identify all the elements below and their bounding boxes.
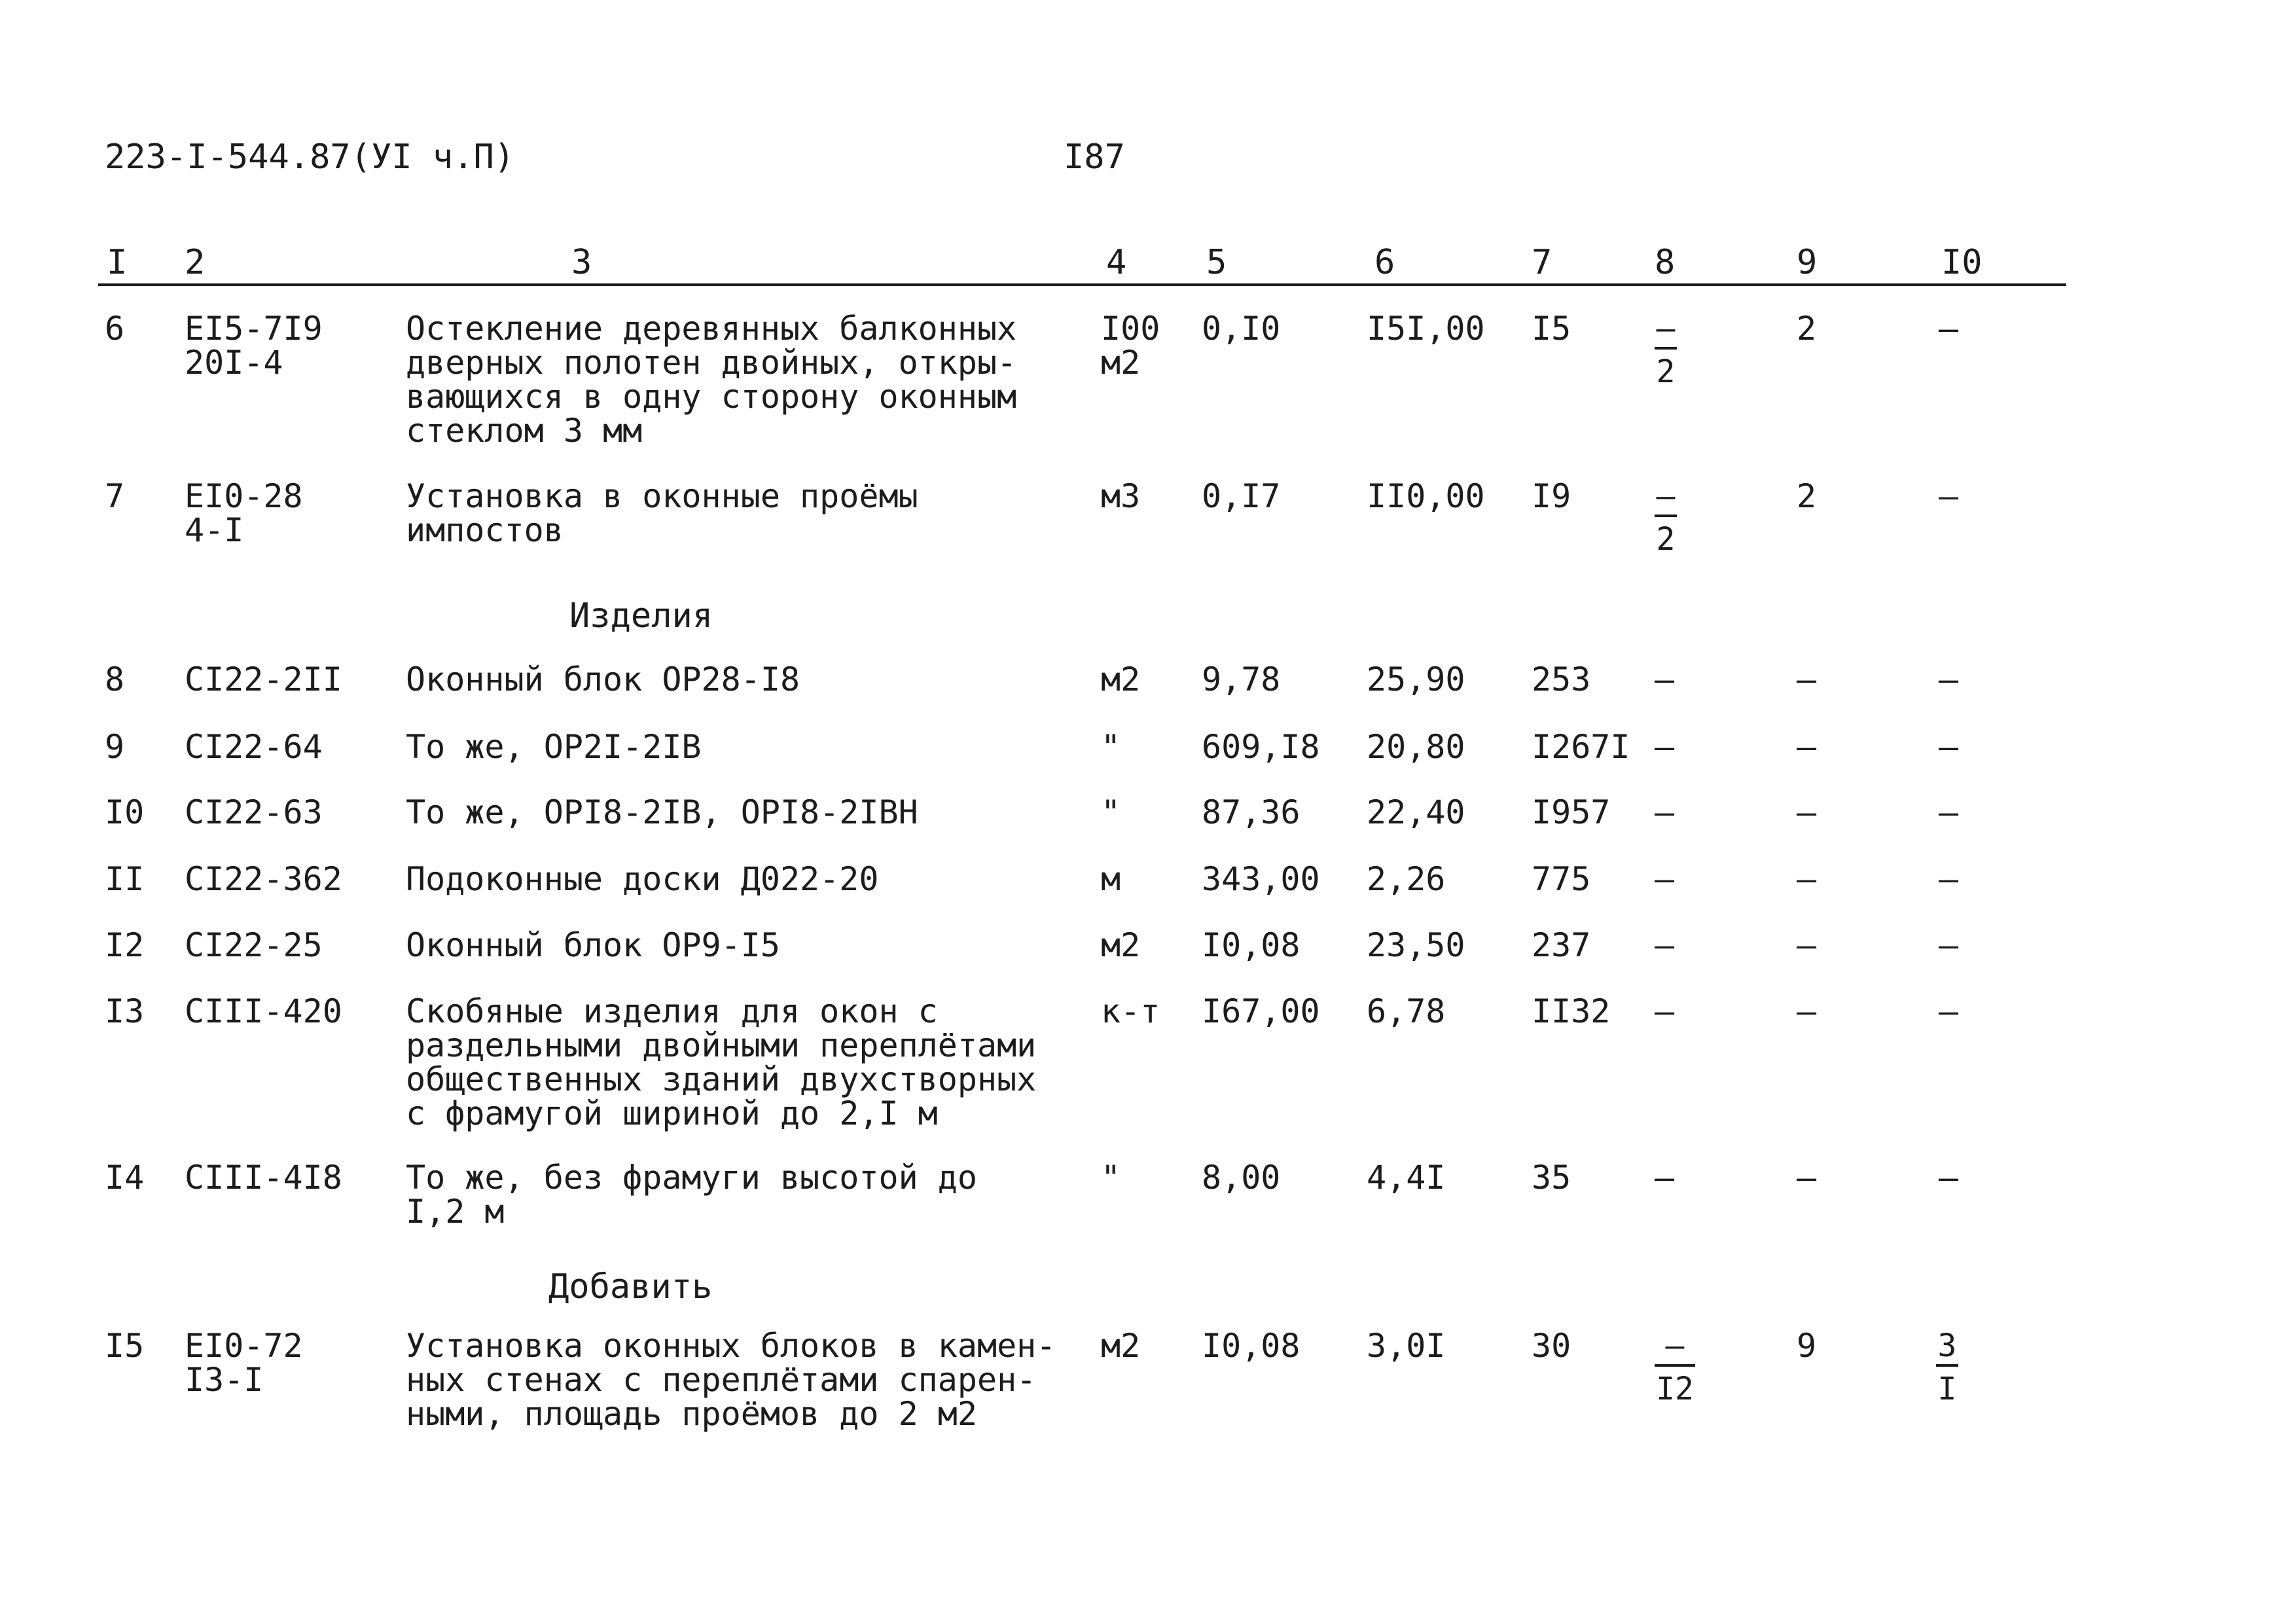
cell-col-6: 22,40 — [1367, 793, 1465, 831]
fraction-cell — [1655, 478, 1677, 558]
fraction-denominator: 2 — [1656, 353, 1676, 390]
cell-col-4 — [1101, 994, 1160, 1028]
cell-col-10: – — [1939, 860, 1959, 898]
cell-col-3 — [406, 928, 780, 962]
cell-col-3 — [406, 862, 878, 896]
cell-line: " — [1101, 793, 1121, 831]
cell-col-6: I5I,00 — [1367, 310, 1485, 348]
cell-line: CI22-362 — [185, 860, 342, 898]
cell-col-10: – — [1939, 477, 1959, 515]
fraction-cell — [1936, 1327, 1958, 1407]
cell-col-2 — [185, 1329, 303, 1397]
page-number: I87 — [1064, 137, 1125, 177]
document-code: 223-I-544.87(УI ч.П) — [105, 137, 515, 177]
cell-col-7: 775 — [1532, 860, 1591, 898]
cell-line: вающихся в одну сторону оконным — [406, 378, 1017, 416]
cell-line: м2 — [1101, 1327, 1141, 1365]
cell-col-6: 2,26 — [1367, 860, 1446, 898]
cell-col-9: – — [1797, 992, 1817, 1030]
cell-line: EI0-72 — [185, 1327, 303, 1365]
cell-col-10: – — [1939, 1159, 1959, 1197]
cell-line: EI5-7I9 — [185, 310, 323, 348]
cell-col-9: – — [1797, 860, 1817, 898]
cell-line: ных стенах с переплётами спарен- — [406, 1361, 1037, 1399]
column-header-9: 9 — [1797, 243, 1818, 282]
column-header-6: 6 — [1374, 243, 1395, 282]
column-header-10: I0 — [1941, 243, 1982, 282]
cell-col-9: – — [1797, 793, 1817, 831]
cell-col-8: – — [1655, 992, 1675, 1030]
cell-col-8: – — [1655, 860, 1675, 898]
cell-col-3 — [406, 795, 918, 829]
cell-line: 20I-4 — [185, 344, 283, 382]
cell-col-9: 2 — [1797, 477, 1817, 515]
cell-col-4 — [1101, 795, 1121, 829]
cell-line: Оконный блок ОР9-I5 — [406, 926, 780, 964]
cell-line: CI22-2II — [185, 660, 342, 698]
cell-col-1: II — [105, 860, 145, 898]
fraction-cell — [1655, 310, 1677, 390]
cell-line: стеклом 3 мм — [406, 412, 643, 450]
cell-col-10: – — [1939, 926, 1959, 964]
cell-col-2 — [185, 862, 342, 896]
cell-col-3 — [406, 662, 800, 696]
column-header-3: 3 — [571, 243, 592, 282]
cell-col-1: I2 — [105, 926, 145, 964]
cell-line: EI0-28 — [185, 477, 303, 515]
cell-col-4 — [1101, 730, 1121, 764]
column-header-8: 8 — [1655, 243, 1676, 282]
cell-col-3 — [406, 1161, 977, 1229]
cell-col-10: – — [1939, 793, 1959, 831]
cell-col-4 — [1101, 862, 1121, 896]
cell-line: Установка оконных блоков в камен- — [406, 1327, 1056, 1365]
cell-line: м2 — [1101, 926, 1141, 964]
fraction-bar — [1655, 1364, 1695, 1367]
cell-col-2 — [185, 795, 323, 829]
cell-col-2 — [185, 928, 323, 962]
cell-line: к-т — [1101, 992, 1160, 1030]
cell-col-10: – — [1939, 992, 1959, 1030]
cell-col-6: II0,00 — [1367, 477, 1485, 515]
cell-line: 4-I — [185, 511, 244, 549]
cell-col-5: I0,08 — [1202, 1327, 1300, 1365]
cell-line: Подоконные доски Д022-20 — [406, 860, 879, 898]
cell-line: Скобяные изделия для окон с — [406, 992, 938, 1030]
cell-line: м2 — [1101, 344, 1141, 382]
cell-line: импостов — [406, 511, 564, 549]
cell-col-10: – — [1939, 728, 1959, 766]
cell-col-4 — [1101, 479, 1140, 513]
cell-col-7: I957 — [1532, 793, 1611, 831]
fraction-numerator: – — [1656, 478, 1676, 514]
cell-col-5: 87,36 — [1202, 793, 1300, 831]
cell-col-7: I5 — [1532, 310, 1571, 348]
fraction-denominator: 2 — [1656, 521, 1676, 558]
cell-line: м3 — [1101, 477, 1141, 515]
cell-line: Остекление деревянных балконных — [406, 310, 1017, 348]
cell-line: " — [1101, 1159, 1121, 1197]
cell-col-7: I9 — [1532, 477, 1571, 515]
cell-col-6: 23,50 — [1367, 926, 1465, 964]
cell-line: CIII-4I8 — [185, 1159, 342, 1197]
cell-line: м — [1101, 860, 1121, 898]
cell-col-1: 6 — [105, 310, 125, 348]
cell-col-4 — [1101, 1329, 1140, 1363]
cell-col-2 — [185, 994, 342, 1028]
cell-col-1: 9 — [105, 728, 125, 766]
cell-col-7: 237 — [1532, 926, 1591, 964]
cell-col-8: – — [1655, 660, 1675, 698]
cell-col-4 — [1101, 662, 1140, 696]
section-heading-products: Изделия — [569, 596, 713, 636]
cell-col-3 — [406, 730, 702, 764]
cell-col-3 — [406, 994, 1036, 1130]
cell-line: дверных полотен двойных, откры- — [406, 344, 1017, 382]
cell-line: ными, площадь проёмов до 2 м2 — [406, 1395, 977, 1433]
cell-col-5: 0,I0 — [1202, 310, 1281, 348]
cell-col-1: 8 — [105, 660, 125, 698]
cell-col-6: 20,80 — [1367, 728, 1465, 766]
cell-col-9: – — [1797, 728, 1817, 766]
cell-line: CI22-63 — [185, 793, 323, 831]
cell-col-4 — [1101, 312, 1160, 380]
fraction-numerator: – — [1665, 1327, 1685, 1364]
section-heading-add: Добавить — [548, 1267, 713, 1307]
fraction-bar — [1655, 347, 1677, 350]
cell-col-1: I0 — [105, 793, 145, 831]
column-header-7: 7 — [1532, 243, 1552, 282]
column-header-5: 5 — [1206, 243, 1227, 282]
cell-line: CIII-420 — [185, 992, 342, 1030]
fraction-bar — [1936, 1364, 1958, 1367]
cell-col-2 — [185, 1161, 342, 1195]
cell-col-6: 25,90 — [1367, 660, 1465, 698]
cell-col-6: 4,4I — [1367, 1159, 1446, 1197]
fraction-numerator: – — [1656, 310, 1676, 347]
cell-col-2 — [185, 312, 323, 380]
cell-col-2 — [185, 730, 323, 764]
cell-col-10: – — [1939, 660, 1959, 698]
cell-col-1: 7 — [105, 477, 125, 515]
cell-col-7: I267I — [1532, 728, 1630, 766]
cell-line: То же, ОРI8-2IВ, ОРI8-2IВН — [406, 793, 918, 831]
cell-line: I00 — [1101, 310, 1160, 348]
cell-col-4 — [1101, 928, 1140, 962]
cell-line: Оконный блок ОР28-I8 — [406, 660, 800, 698]
cell-col-10: – — [1939, 310, 1959, 348]
column-header-2: 2 — [185, 243, 206, 282]
cell-line: I,2 м — [406, 1193, 505, 1231]
cell-col-5: 9,78 — [1202, 660, 1281, 698]
cell-line: То же, без фрамуги высотой до — [406, 1159, 977, 1197]
cell-col-5: I67,00 — [1202, 992, 1320, 1030]
cell-col-9: – — [1797, 926, 1817, 964]
cell-col-1: I3 — [105, 992, 145, 1030]
fraction-cell — [1655, 1327, 1695, 1407]
cell-line: " — [1101, 728, 1121, 766]
cell-col-3 — [406, 1329, 1056, 1431]
fraction-numerator: 3 — [1937, 1327, 1957, 1364]
cell-col-7: II32 — [1532, 992, 1611, 1030]
cell-line: То же, ОР2I-2IВ — [406, 728, 702, 766]
cell-col-7: 253 — [1532, 660, 1591, 698]
cell-col-9: – — [1797, 1159, 1817, 1197]
cell-col-7: 30 — [1532, 1327, 1571, 1365]
cell-line: м2 — [1101, 660, 1141, 698]
cell-col-8: – — [1655, 728, 1675, 766]
cell-col-9: – — [1797, 660, 1817, 698]
cell-col-5: I0,08 — [1202, 926, 1300, 964]
cell-col-1: I5 — [105, 1327, 145, 1365]
fraction-bar — [1655, 514, 1677, 517]
cell-col-3 — [406, 312, 1016, 448]
cell-col-1: I4 — [105, 1159, 145, 1197]
cell-line: с фрамугой шириной до 2,I м — [406, 1094, 938, 1132]
cell-col-4 — [1101, 1161, 1121, 1195]
cell-col-8: – — [1655, 793, 1675, 831]
column-header-1: I — [107, 243, 128, 282]
cell-line: I3-I — [185, 1361, 264, 1399]
cell-line: раздельными двойными переплётами — [406, 1026, 1037, 1064]
cell-col-6: 3,0I — [1367, 1327, 1446, 1365]
cell-line: CI22-64 — [185, 728, 323, 766]
cell-col-2 — [185, 479, 303, 547]
cell-col-8: – — [1655, 1159, 1675, 1197]
fraction-denominator: I — [1937, 1371, 1957, 1407]
cell-col-8: – — [1655, 926, 1675, 964]
cell-col-3 — [406, 479, 918, 547]
cell-col-5: 0,I7 — [1202, 477, 1281, 515]
cell-col-9: 9 — [1797, 1327, 1817, 1365]
cell-line: Установка в оконные проёмы — [406, 477, 918, 515]
cell-col-5: 609,I8 — [1202, 728, 1320, 766]
cell-col-9: 2 — [1797, 310, 1817, 348]
cell-line: общественных зданий двухстворных — [406, 1060, 1037, 1098]
column-header-4: 4 — [1106, 243, 1127, 282]
cell-col-2 — [185, 662, 342, 696]
fraction-denominator: I2 — [1656, 1371, 1694, 1407]
cell-col-7: 35 — [1532, 1159, 1571, 1197]
header-rule — [98, 283, 2066, 286]
cell-col-5: 343,00 — [1202, 860, 1320, 898]
cell-line: CI22-25 — [185, 926, 323, 964]
cell-col-6: 6,78 — [1367, 992, 1446, 1030]
cell-col-5: 8,00 — [1202, 1159, 1281, 1197]
